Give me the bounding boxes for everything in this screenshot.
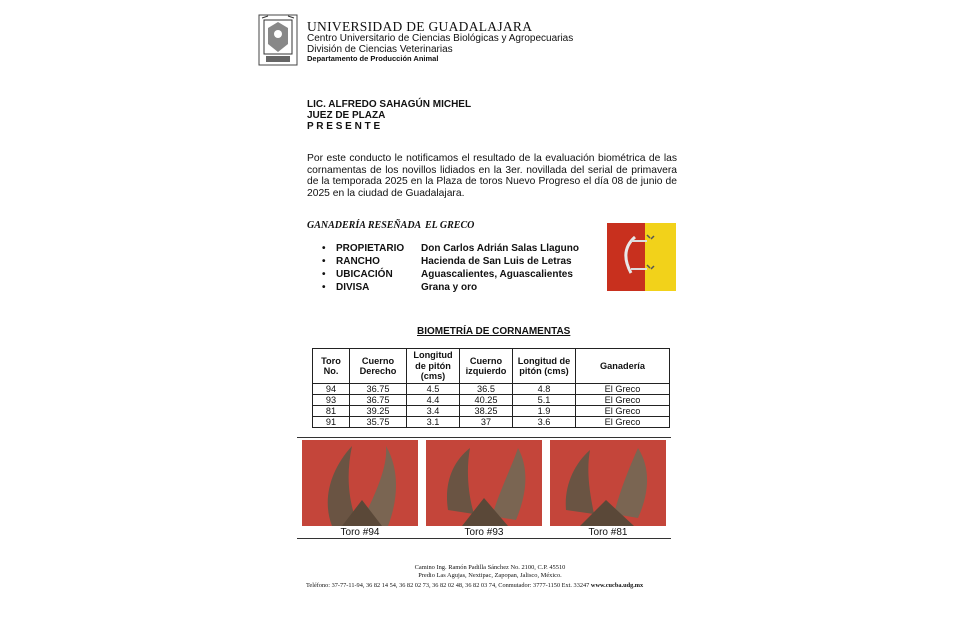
header-ganaderia: Ganadería [576, 349, 670, 384]
table-header-row [313, 349, 670, 384]
cell: 81 [313, 406, 350, 417]
addressee-name: LIC. ALFREDO SAHAGÚN MICHEL [307, 99, 472, 110]
footer-address-2: Predio Las Agujas, Nextipac, Zapopan, Jalisco, México. [418, 572, 562, 579]
cell: 94 [313, 384, 350, 395]
detail-value: Don Carlos Adrián Salas Llaguno [421, 243, 579, 254]
detail-label: RANCHO [336, 256, 380, 267]
cell: 38.25 [460, 406, 513, 417]
bullet-icon: • [322, 282, 326, 293]
horn-photo-94 [302, 440, 418, 526]
horn-photo-93 [426, 440, 542, 526]
cell: El Greco [576, 395, 670, 406]
bullet-icon: • [322, 269, 326, 280]
divisa-flag-icon [607, 223, 676, 291]
header-pitón-izquierdo: Longitud de pitón (cms) [513, 349, 576, 384]
cell: 35.75 [350, 417, 407, 428]
university-seal-icon [258, 14, 298, 66]
photo-caption: Toro #93 [464, 527, 504, 538]
footer-address-1: Camino Ing. Ramón Padilla Sánchez No. 2100, C.P. 45510 [414, 564, 566, 571]
detail-label: DIVISA [336, 282, 370, 293]
cell: El Greco [576, 406, 670, 417]
cell: 91 [313, 417, 350, 428]
cell: 37 [460, 417, 513, 428]
ganaderia-label: GANADERÍA RESEÑADA [307, 220, 422, 231]
cell: 4.5 [407, 384, 460, 395]
photo-caption: Toro #94 [340, 527, 380, 538]
ganaderia-value: EL GRECO [425, 220, 475, 231]
center-name: Centro Universitario de Ciencias Biológicas y Agropecuarias [307, 33, 574, 44]
cell: 5.1 [513, 395, 576, 406]
header-toro: Toro No. [313, 349, 350, 384]
cell: El Greco [576, 384, 670, 395]
detail-value: Aguascalientes, Aguascalientes [421, 269, 573, 280]
horn-photos [297, 437, 671, 541]
table-row [313, 384, 670, 395]
footer-phones [306, 582, 643, 589]
cell: 93 [313, 395, 350, 406]
cell: 3.4 [407, 406, 460, 417]
detail-value: Grana y oro [421, 282, 478, 293]
footer-phone-list: Teléfono: 37-77-11-94, 36 82 14 54, 36 82 02 73, 36 82 02 48, 36 82 03 74, Conmutador: 3777-1150 Ext. 33247 [306, 582, 590, 589]
cell: 39.25 [350, 406, 407, 417]
university-name: UNIVERSIDAD DE GUADALAJARA [307, 19, 533, 34]
cell: 3.6 [513, 417, 576, 428]
cell: 1.9 [513, 406, 576, 417]
division-name: División de Ciencias Veterinarias [307, 44, 453, 55]
table-row [313, 417, 670, 428]
footer-website[interactable]: www.cucba.udg.mx [590, 582, 644, 589]
header-cuerno-derecho: Cuerno Derecho [350, 349, 407, 384]
bullet-icon: • [322, 243, 326, 254]
addressee-role: JUEZ DE PLAZA [307, 110, 386, 121]
biometry-table [312, 348, 670, 428]
department-name: Departamento de Producción Animal [307, 54, 439, 63]
detail-value: Hacienda de San Luis de Letras [421, 256, 572, 267]
cell: 36.75 [350, 395, 407, 406]
cell: 36.5 [460, 384, 513, 395]
cell: 3.1 [407, 417, 460, 428]
header-cuerno-izquierdo: Cuerno izquierdo [460, 349, 513, 384]
detail-label: UBICACIÓN [336, 269, 393, 280]
cell: 4.4 [407, 395, 460, 406]
cell: El Greco [576, 417, 670, 428]
horn-photo-81 [550, 440, 666, 526]
table-row [313, 406, 670, 417]
bullet-icon: • [322, 256, 326, 267]
header-pitón-derecho: Longitud de pitón (cms) [407, 349, 460, 384]
cell: 4.8 [513, 384, 576, 395]
photo-caption: Toro #81 [588, 527, 628, 538]
cell: 36.75 [350, 384, 407, 395]
detail-label: PROPIETARIO [336, 243, 405, 254]
cell: 40.25 [460, 395, 513, 406]
table-row [313, 395, 670, 406]
table-title: BIOMETRÍA DE CORNAMENTAS [417, 326, 571, 337]
body-paragraph: Por este conducto le notificamos el resultado de la evaluación biométrica de las cornamentas de los novillos lidiados en la 3er. novillada del serial de primavera de la temporada 2025 en la Plaza de toros Nuevo Progreso el día 08 de junio de 2025 en la ciudad de Guadalajara. [307, 153, 677, 199]
addressee-presente: P R E S E N T E [307, 121, 381, 132]
